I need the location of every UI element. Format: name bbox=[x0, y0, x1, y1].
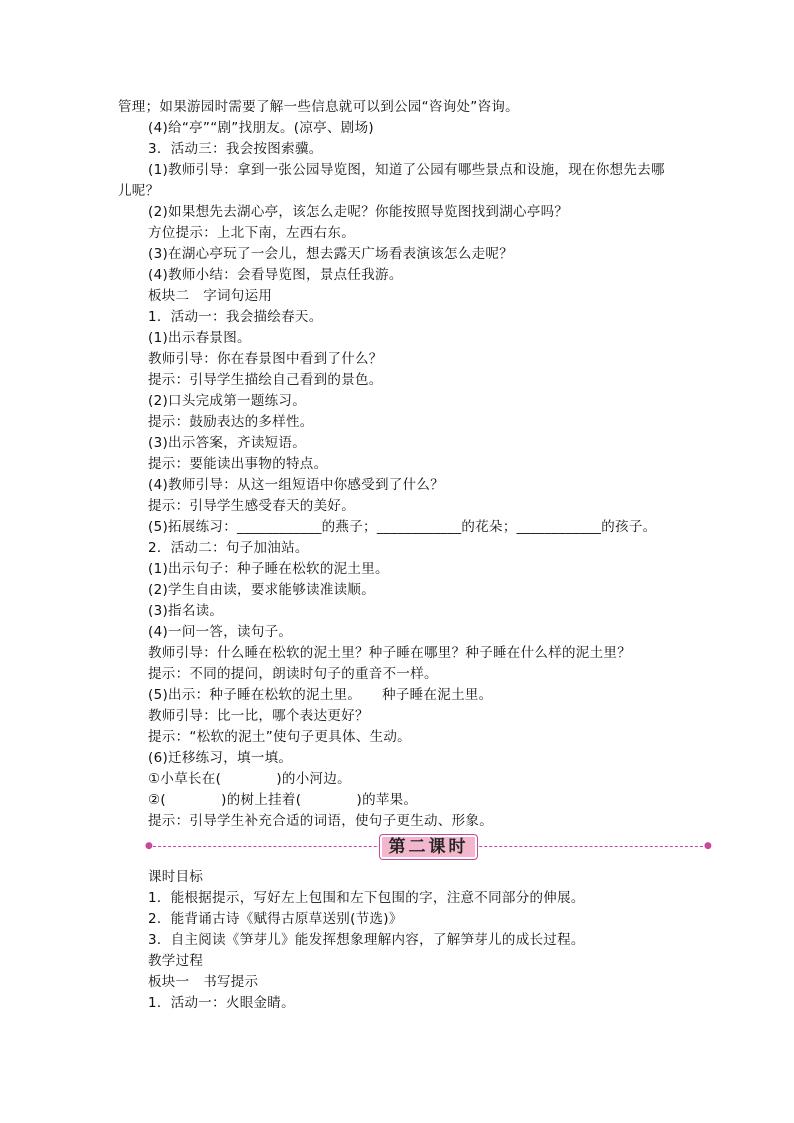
text-line: 提示：不同的提问，朗读时句子的重音不一样。 bbox=[148, 666, 438, 682]
text-line: 方位提示：上北下南，左西右东。 bbox=[148, 225, 355, 241]
text-line: (5)拓展练习：____________的燕子；____________的花朵；____________的孩子。 bbox=[148, 519, 657, 535]
divider-dot-right: ● bbox=[704, 841, 712, 851]
text-line: (2)口头完成第一题练习。 bbox=[148, 393, 307, 409]
text-line: 提示：“松软的泥土”使句子更具体、生动。 bbox=[148, 729, 411, 745]
section-heading: 课时目标 bbox=[148, 869, 204, 885]
text-line: 教师引导：比一比，哪个表达更好？ bbox=[148, 708, 369, 724]
text-line: 1．能根据提示，写好左上包围和左下包围的字，注意不同部分的伸展。 bbox=[148, 890, 585, 906]
divider-dot-left: ● bbox=[145, 841, 153, 851]
text-line: 2．能背诵古诗《赋得古原草送别(节选)》 bbox=[148, 911, 403, 927]
section-heading: 板块二 字词句运用 bbox=[148, 288, 273, 304]
section-heading: 板块一 书写提示 bbox=[148, 974, 259, 990]
text-line: (4)一问一答，读句子。 bbox=[148, 624, 293, 640]
text-line: (2)如果想先去湖心亭，该怎么走呢？你能按照导览图找到湖心亭吗？ bbox=[148, 204, 569, 220]
text-line: ②( )的树上挂着( )的苹果。 bbox=[148, 792, 418, 808]
text-line: 1．活动一：我会描绘春天。 bbox=[148, 309, 323, 325]
section-heading: 教学过程 bbox=[148, 953, 204, 969]
text-line: (2)学生自由读，要求能够读准读顺。 bbox=[148, 582, 376, 598]
text-line: (1)出示春景图。 bbox=[148, 330, 251, 346]
text-line: (3)出示答案，齐读短语。 bbox=[148, 435, 307, 451]
text-line: 提示：引导学生补充合适的词语，使句子更生动、形象。 bbox=[148, 813, 493, 829]
text-line: 3．自主阅读《笋芽儿》能发挥想象理解内容，了解笋芽儿的成长过程。 bbox=[148, 932, 585, 948]
text-line: 提示：鼓励表达的多样性。 bbox=[148, 414, 314, 430]
text-line: (4)教师引导：从这一组短语中你感受到了什么？ bbox=[148, 477, 445, 493]
text-line: (4)给“亭”“剧”找朋友。(凉亭、剧场) bbox=[148, 120, 374, 136]
text-line: 2．活动二：句子加油站。 bbox=[148, 540, 309, 556]
text-line: (3)指名读。 bbox=[148, 603, 224, 619]
text-line: 管理；如果游园时需要了解一些信息就可以到公园“咨询处”咨询。 bbox=[118, 99, 519, 115]
text-line: 1．活动一：火眼金睛。 bbox=[148, 995, 295, 1011]
text-line: 儿呢？ bbox=[118, 183, 160, 199]
lesson-section-title: 第二课时 bbox=[379, 834, 478, 860]
text-line: 提示：引导学生描绘自己看到的景色。 bbox=[148, 372, 383, 388]
text-line: (4)教师小结：会看导览图，景点任我游。 bbox=[148, 267, 403, 283]
text-line: (6)迁移练习，填一填。 bbox=[148, 750, 293, 766]
text-line: 提示：要能读出事物的特点。 bbox=[148, 456, 328, 472]
text-line: (1)教师引导：拿到一张公园导览图，知道了公园有哪些景点和设施，现在你想先去哪 bbox=[148, 162, 665, 178]
text-line: 提示：引导学生感受春天的美好。 bbox=[148, 498, 355, 514]
text-line: ①小草长在( )的小河边。 bbox=[148, 771, 351, 787]
text-line: (3)在湖心亭玩了一会儿，想去露天广场看表演该怎么走呢？ bbox=[148, 246, 514, 262]
text-line: 3．活动三：我会按图索骥。 bbox=[148, 141, 323, 157]
text-line: (5)出示：种子睡在松软的泥土里。 种子睡在泥土里。 bbox=[148, 687, 493, 703]
text-line: 教师引导：什么睡在松软的泥土里？种子睡在哪里？种子睡在什么样的泥土里？ bbox=[148, 645, 631, 661]
text-line: 教师引导：你在春景图中看到了什么？ bbox=[148, 351, 383, 367]
text-line: (1)出示句子：种子睡在松软的泥土里。 bbox=[148, 561, 389, 577]
